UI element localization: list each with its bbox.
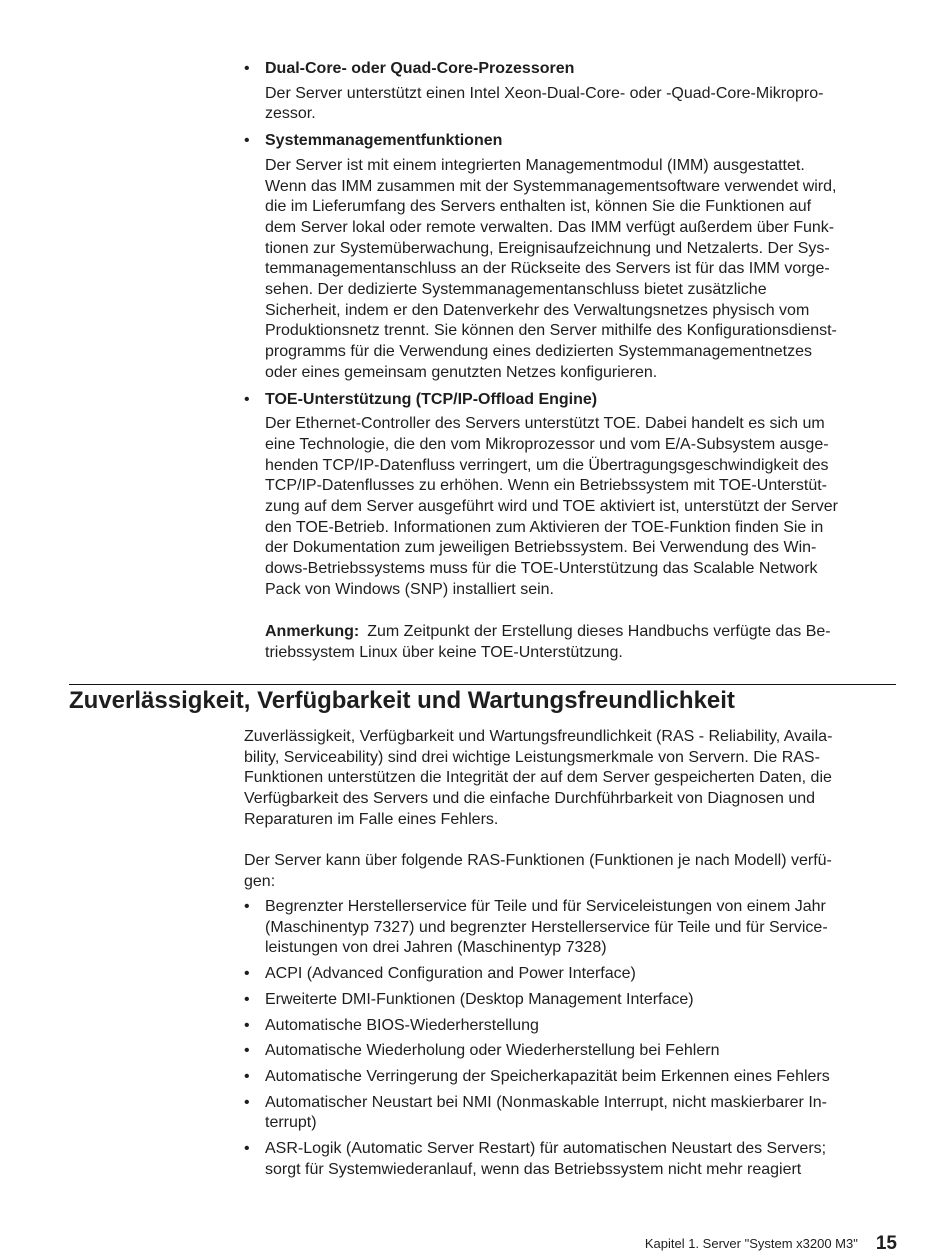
feature-1-line-7: Sicherheit, indem er den Datenverkehr des Verwaltungsnetzes physisch vom xyxy=(265,301,810,319)
feature-1-line-9: programms für die Verwendung eines dedizierten Systemmanagementnetzes xyxy=(265,343,812,361)
feature-item xyxy=(244,59,900,125)
feature-title: Dual-Core- oder Quad-Core-Prozessoren xyxy=(265,60,575,77)
feature-1-line-8: Produktionsnetz trennt. Sie können den Server mithilfe des Konfigurationsdienst- xyxy=(265,322,837,340)
feature-description xyxy=(265,156,900,384)
ras-0-line-1: (Maschinentyp 7327) und begrenzter Herstellerservice für Teile und für Service- xyxy=(265,918,828,936)
ras-feature-list xyxy=(244,897,900,1185)
ras-0-line-2: leistungen von drei Jahren (Maschinentyp 7328) xyxy=(265,939,607,957)
bullet-icon: • xyxy=(244,990,250,1008)
intro-paragraph xyxy=(244,727,896,831)
bullet-icon: • xyxy=(244,60,250,77)
feature-2-line-4: zung auf dem Server ausgeführt wird und TOE aktiviert ist, unterstützt der Server xyxy=(265,498,839,516)
intro-line-2: Funktionen unterstützen die Integrität der auf dem Server gespeicherten Daten, die xyxy=(244,769,832,787)
bullet-icon: • xyxy=(244,1093,250,1111)
feature-1-line-10: oder eines gemeinsam genutzten Netzes konfigurieren. xyxy=(265,363,658,381)
ras-item xyxy=(244,990,900,1011)
footer-chapter: Kapitel 1. Server "System x3200 M3" xyxy=(644,1236,858,1251)
bullet-icon: • xyxy=(244,132,250,150)
feature-1-line-4: tionen zur Systemüberwachung, Ereignisaufzeichnung und Netzalerts. Der Sys- xyxy=(265,239,830,257)
feature-1-line-3: dem Server lokal oder remote verwalten. Das IMM verfügt außerdem über Funk- xyxy=(265,218,835,236)
ras-item xyxy=(244,1041,900,1062)
note-label: Anmerkung: xyxy=(265,623,360,640)
ras-0-line-0: Begrenzter Herstellerservice für Teile und für Serviceleistungen von einem Jahr xyxy=(265,898,826,915)
page-footer xyxy=(645,1234,897,1254)
ras-item xyxy=(244,1067,900,1088)
feature-2-line-3: TCP/IP-Datenflusses zu erhöhen. Wenn ein Betriebssystem mit TOE-Unterstüt- xyxy=(265,477,827,495)
note-line-0: Zum Zeitpunkt der Erstellung dieses Handbuchs verfügte das Be- xyxy=(367,623,831,640)
feature-2-line-6: der Dokumentation zum jeweiligen Betriebssystem. Bei Verwendung des Win- xyxy=(265,539,817,557)
feature-1-line-6: sehen. Der dedizierte Systemmanagementanschluss bietet zusätzliche xyxy=(265,281,767,299)
feature-2-line-0: Der Ethernet-Controller des Servers unterstützt TOE. Dabei handelt es sich um xyxy=(265,415,825,433)
feature-item xyxy=(244,131,900,383)
bullet-icon: • xyxy=(244,1016,250,1034)
feature-2-line-2: henden TCP/IP-Datenfluss verringert, um die Übertragungsgeschwindigkeit des xyxy=(265,456,829,474)
bullet-icon: • xyxy=(244,390,250,408)
feature-description xyxy=(265,84,900,125)
lead-line-1: gen: xyxy=(244,872,276,890)
ras-6-line-0: Automatischer Neustart bei NMI (Nonmaskable Interrupt, nicht maskierbarer In- xyxy=(265,1093,827,1111)
section-divider xyxy=(69,684,896,685)
ras-2-line-0: Erweiterte DMI-Funktionen (Desktop Management Interface) xyxy=(265,990,694,1008)
feature-title: TOE-Unterstützung (TCP/IP-Offload Engine) xyxy=(265,390,598,408)
intro-line-3: Verfügbarkeit des Servers und die einfache Durchführbarkeit von Diagnosen und xyxy=(244,790,816,808)
feature-1-line-1: Wenn das IMM zusammen mit der Systemmanagementsoftware verwendet wird, xyxy=(265,177,837,195)
intro-line-0: Zuverlässigkeit, Verfügbarkeit und Wartungsfreundlichkeit (RAS - Reliability, Availa- xyxy=(244,728,833,745)
feature-title: Systemmanagementfunktionen xyxy=(265,132,503,150)
note-line-1: triebssystem Linux über keine TOE-Unterstützung. xyxy=(265,643,623,661)
lead-paragraph xyxy=(244,851,896,892)
ras-4-line-0: Automatische Wiederholung oder Wiederherstellung bei Fehlern xyxy=(265,1042,720,1060)
ras-item xyxy=(244,1093,900,1134)
feature-list xyxy=(244,59,900,601)
ras-item xyxy=(244,964,900,985)
feature-2-line-5: den TOE-Betrieb. Informationen zum Aktivieren der TOE-Funktion finden Sie in xyxy=(265,518,824,536)
section-title: Zuverlässigkeit, Verfügbarkeit und Wartungsfreundlichkeit xyxy=(69,687,735,714)
ras-6-line-1: terrupt) xyxy=(265,1114,317,1132)
ras-item xyxy=(244,897,900,959)
bullet-icon: • xyxy=(244,965,250,983)
ras-5-line-0: Automatische Verringerung der Speicherkapazität beim Erkennen eines Fehlers xyxy=(265,1067,830,1085)
intro-line-4: Reparaturen im Falle eines Fehlers. xyxy=(244,810,499,828)
lead-line-0: Der Server kann über folgende RAS-Funktionen (Funktionen je nach Modell) verfü- xyxy=(244,852,832,869)
feature-2-line-7: dows-Betriebssystems muss für die TOE-Unterstützung das Scalable Network xyxy=(265,560,818,578)
note xyxy=(265,622,900,663)
bullet-icon: • xyxy=(244,1067,250,1085)
feature-1-line-5: temmanagementanschluss an der Rückseite des Servers ist für das IMM vorge- xyxy=(265,260,830,278)
ras-3-line-0: Automatische BIOS-Wiederherstellung xyxy=(265,1016,539,1034)
feature-2-line-1: eine Technologie, die den vom Mikroprozessor und vom E/A-Subsystem ausge- xyxy=(265,435,829,453)
feature-2-line-8: Pack von Windows (SNP) installiert sein. xyxy=(265,580,554,598)
feature-0-line-0: Der Server unterstützt einen Intel Xeon-Dual-Core- oder -Quad-Core-Mikropro- xyxy=(265,84,824,102)
ras-7-line-1: sorgt für Systemwiederanlauf, wenn das Betriebssystem nicht mehr reagiert xyxy=(265,1160,802,1178)
ras-item xyxy=(244,1016,900,1037)
intro-line-1: bility, Serviceability) sind drei wichtige Leistungsmerkmale von Servern. Die RAS- xyxy=(244,748,820,766)
ras-1-line-0: ACPI (Advanced Configuration and Power Interface) xyxy=(265,965,636,983)
feature-1-line-0: Der Server ist mit einem integrierten Managementmodul (IMM) ausgestattet. xyxy=(265,156,805,174)
ras-7-line-0: ASR-Logik (Automatic Server Restart) für automatischen Neustart des Servers; xyxy=(265,1140,827,1158)
bullet-icon: • xyxy=(244,1140,250,1158)
bullet-icon: • xyxy=(244,1042,250,1060)
page-number: 15 xyxy=(875,1233,897,1254)
feature-item xyxy=(244,390,900,601)
bullet-icon: • xyxy=(244,898,250,915)
feature-1-line-2: die im Lieferumfang des Servers enthalten ist, können Sie die Funktionen auf xyxy=(265,198,812,216)
feature-description xyxy=(265,414,900,600)
ras-item xyxy=(244,1139,900,1180)
feature-0-line-1: zessor. xyxy=(265,105,316,123)
